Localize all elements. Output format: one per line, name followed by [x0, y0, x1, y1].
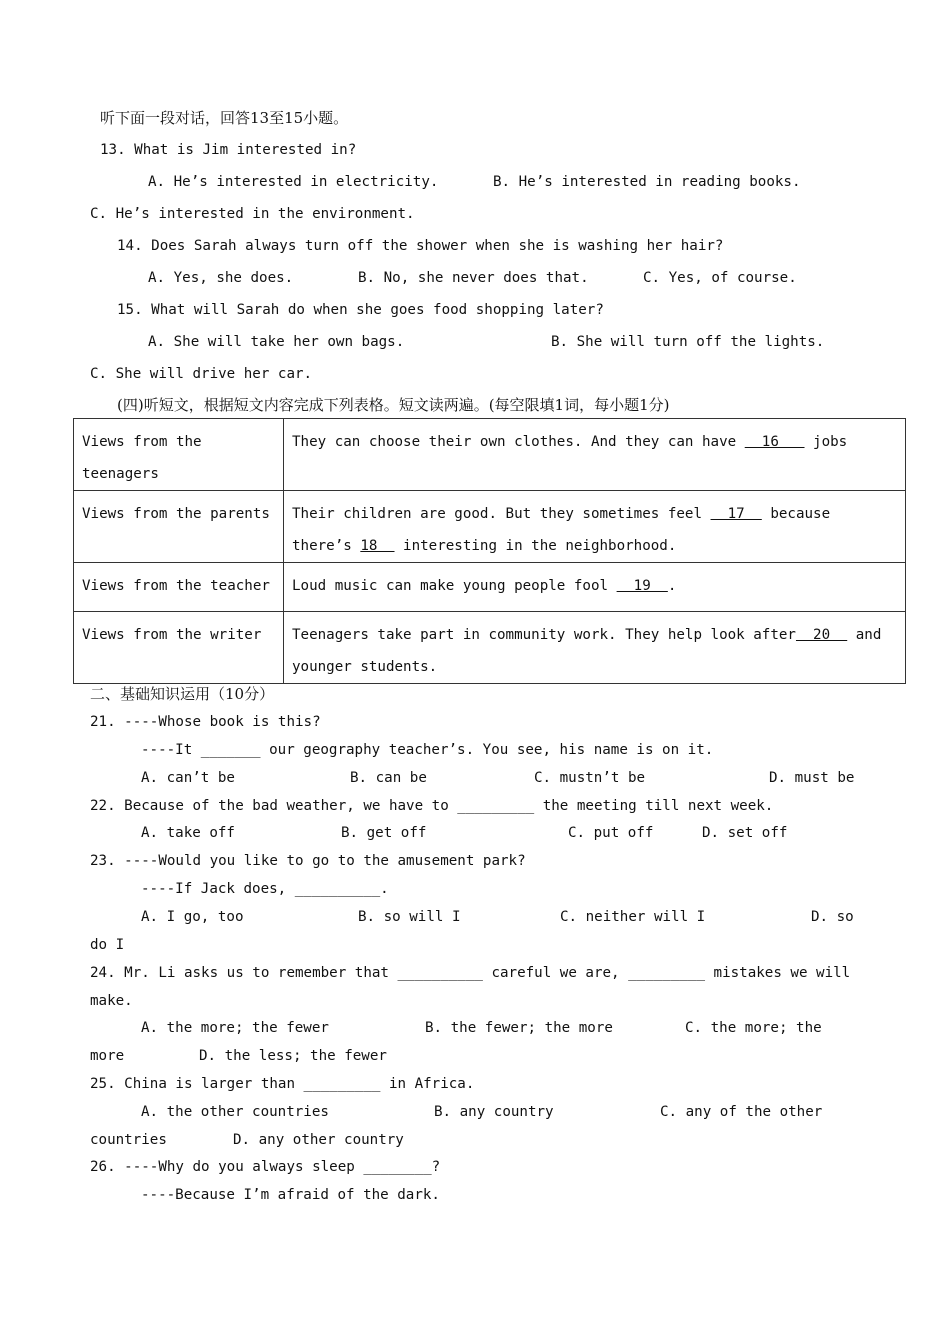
blank-20: 20	[795, 627, 848, 643]
q13-stem: 13. What is Jim interested in?	[100, 142, 357, 158]
q22-option-a: A. take off	[141, 825, 235, 841]
q23-option-b: B. so will I	[358, 909, 461, 925]
q25-option-b: B. any country	[434, 1104, 554, 1120]
section4-title: (四)听短文，根据短文内容完成下列表格。短文读两遍。(每空限填1词，每小题1分)	[117, 396, 670, 414]
q21-line2: ----It _______ our geography teacher’s. You see, his name is on it.	[141, 742, 714, 758]
q13-option-c: C. He’s interested in the environment.	[90, 206, 415, 222]
row-label: Views from the parents	[74, 491, 284, 563]
row-text: .	[667, 578, 677, 594]
q25-option-c: C. any of the other	[660, 1104, 823, 1120]
q14-option-b: B. No, she never does that.	[358, 270, 589, 286]
row-text: Teenagers take part in community work. They help look after	[292, 627, 796, 643]
row-label: Views from the teacher	[74, 563, 284, 612]
q15-option-b: B. She will turn off the lights.	[551, 334, 825, 350]
table-row	[74, 612, 906, 684]
row-label: Views from the teenagers	[74, 419, 284, 491]
q14-option-a: A. Yes, she does.	[148, 270, 294, 286]
q21-option-d: D. must be	[769, 770, 855, 786]
row-text: Loud music can make young people fool	[292, 578, 617, 594]
row-content	[284, 563, 906, 612]
q15-option-c: C. She will drive her car.	[90, 366, 313, 382]
q25-option-d: D. any other country	[233, 1132, 404, 1148]
q23-line2: ----If Jack does, __________.	[141, 881, 389, 897]
q15-option-a: A. She will take her own bags.	[148, 334, 405, 350]
q21-option-b: B. can be	[350, 770, 427, 786]
q25-line1: 25. China is larger than _________ in Africa.	[90, 1076, 475, 1092]
blank-16: 16	[744, 434, 805, 450]
q13-option-a: A. He’s interested in electricity.	[148, 174, 439, 190]
blank-18: 18	[360, 538, 395, 554]
table-row	[74, 491, 906, 563]
table-row	[74, 563, 906, 612]
q23-option-c: C. neither will I	[560, 909, 706, 925]
row-text: interesting in the neighborhood.	[394, 538, 677, 554]
q24-line2: make.	[90, 993, 133, 1009]
q24-line1: 24. Mr. Li asks us to remember that __________ careful we are, _________ mistakes we will	[90, 965, 851, 981]
q14-option-c: C. Yes, of course.	[643, 270, 797, 286]
row-content	[284, 491, 906, 563]
q24-option-c: C. the more; the	[685, 1020, 822, 1036]
row-content	[284, 612, 906, 684]
q23-option-a: A. I go, too	[141, 909, 244, 925]
q14-stem: 14. Does Sarah always turn off the shower when she is washing her hair?	[117, 238, 724, 254]
q24-option-b: B. the fewer; the more	[425, 1020, 613, 1036]
q26-line1: 26. ----Why do you always sleep ________?	[90, 1159, 441, 1175]
grammar-title: 二、基础知识运用（10分）	[90, 685, 275, 703]
q23-option-d-cont: do I	[90, 937, 125, 953]
row-text: because there’s	[292, 506, 831, 554]
q15-stem: 15. What will Sarah do when she goes food shopping later?	[117, 302, 604, 318]
row-content	[284, 419, 906, 491]
q24-option-c-cont: more	[90, 1048, 125, 1064]
q13-option-b: B. He’s interested in reading books.	[493, 174, 801, 190]
listening-intro: 听下面一段对话，回答13至15小题。	[100, 109, 349, 127]
q23-option-d: D. so	[811, 909, 854, 925]
q22-line1: 22. Because of the bad weather, we have to _________ the meeting till next week.	[90, 798, 774, 814]
table-row	[74, 419, 906, 491]
q24-option-d: D. the less; the fewer	[199, 1048, 387, 1064]
row-text: Their children are good. But they sometimes feel	[292, 506, 711, 522]
q21-option-c: C. mustn’t be	[534, 770, 646, 786]
blank-17: 17	[710, 506, 762, 522]
views-table	[73, 418, 906, 684]
row-text: They can choose their own clothes. And they can have	[292, 434, 745, 450]
q23-line1: 23. ----Would you like to go to the amusement park?	[90, 853, 526, 869]
row-text: jobs	[804, 434, 848, 450]
q21-line1: 21. ----Whose book is this?	[90, 714, 321, 730]
q24-option-a: A. the more; the fewer	[141, 1020, 329, 1036]
blank-19: 19	[616, 578, 668, 594]
q22-option-d: D. set off	[702, 825, 788, 841]
q25-option-c-cont: countries	[90, 1132, 167, 1148]
q26-line2: ----Because I’m afraid of the dark.	[141, 1187, 440, 1203]
q25-option-a: A. the other countries	[141, 1104, 329, 1120]
q22-option-c: C. put off	[568, 825, 654, 841]
q21-option-a: A. can’t be	[141, 770, 235, 786]
row-text: and younger students.	[292, 627, 882, 675]
q22-option-b: B. get off	[341, 825, 427, 841]
row-label: Views from the writer	[74, 612, 284, 684]
